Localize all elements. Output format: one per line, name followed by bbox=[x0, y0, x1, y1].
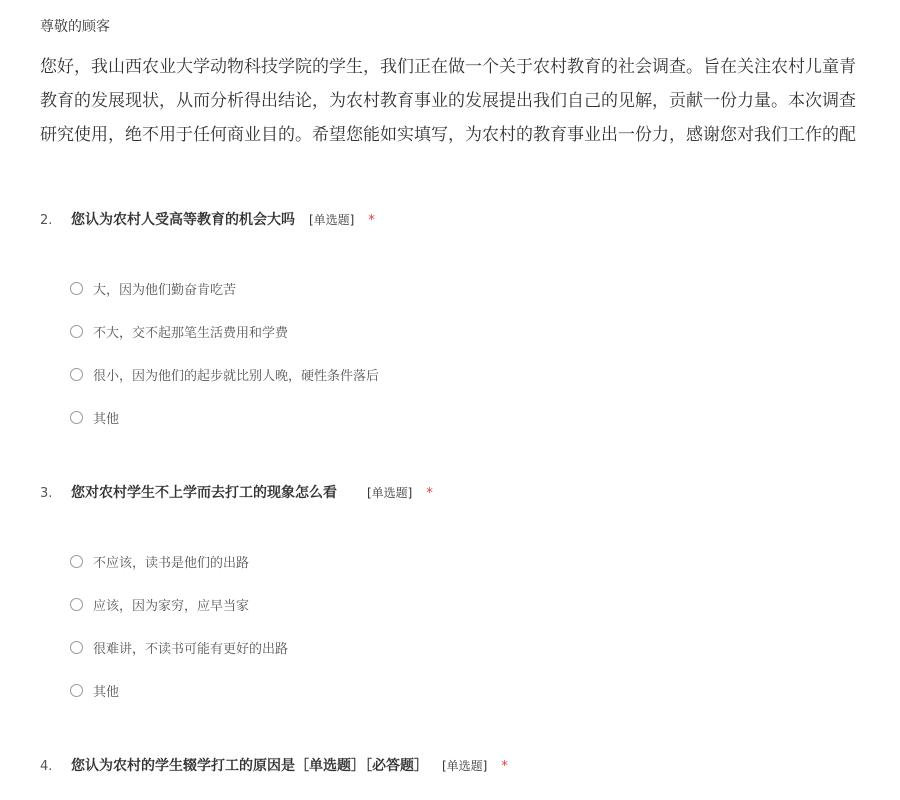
question-title: 您认为农村人受高等教育的机会大吗 bbox=[71, 212, 295, 228]
option-label: 很难讲，不读书可能有更好的出路 bbox=[93, 641, 289, 657]
intro-line: 您好，我山西农业大学动物科技学院的学生，我们正在做一个关于农村教育的社会调查。旨在关注农村儿童青 bbox=[40, 57, 856, 77]
option-label: 不应该，读书是他们的出路 bbox=[93, 555, 250, 571]
required-marker: * bbox=[426, 486, 433, 501]
question-4-header bbox=[40, 755, 508, 775]
survey-intro bbox=[40, 50, 900, 152]
survey-greeting: 尊敬的顾客 bbox=[40, 19, 110, 35]
required-marker: * bbox=[501, 759, 508, 774]
radio-button-icon[interactable] bbox=[70, 684, 83, 697]
radio-button-icon[interactable] bbox=[70, 411, 83, 424]
question-2-option-4[interactable] bbox=[70, 407, 119, 427]
radio-button-icon[interactable] bbox=[70, 325, 83, 338]
option-label: 其他 bbox=[93, 684, 120, 700]
intro-line: 研究使用，绝不用于任何商业目的。希望您能如实填写，为农村的教育事业出一份力，感谢您对我们工作的配 bbox=[40, 125, 856, 145]
question-3-option-2[interactable] bbox=[70, 594, 249, 614]
question-3-option-1[interactable] bbox=[70, 551, 249, 571]
option-label: 其他 bbox=[93, 411, 120, 427]
question-title: 您对农村学生不上学而去打工的现象怎么看 bbox=[71, 485, 337, 501]
option-label: 很小，因为他们的起步就比别人晚，硬性条件落后 bbox=[93, 368, 380, 384]
radio-button-icon[interactable] bbox=[70, 282, 83, 295]
question-3-header bbox=[40, 482, 433, 502]
radio-button-icon[interactable] bbox=[70, 641, 83, 654]
required-marker: * bbox=[368, 213, 375, 228]
question-number: 2. bbox=[40, 213, 53, 228]
radio-button-icon[interactable] bbox=[70, 368, 83, 381]
question-type-label: [单选题] bbox=[442, 759, 488, 773]
question-2-option-1[interactable] bbox=[70, 278, 236, 298]
option-label: 不大，交不起那笔生活费用和学费 bbox=[93, 325, 289, 341]
question-2-option-2[interactable] bbox=[70, 321, 288, 341]
question-type-label: [单选题] bbox=[367, 486, 413, 500]
question-number: 3. bbox=[40, 486, 53, 501]
question-2-option-3[interactable] bbox=[70, 364, 379, 384]
intro-line: 教育的发展现状，从而分析得出结论，为农村教育事业的发展提出我们自己的见解，贡献一份力量。本次调查 bbox=[40, 91, 856, 111]
question-title: 您认为农村的学生辍学打工的原因是［单选题］［必答题］ bbox=[71, 758, 428, 774]
radio-button-icon[interactable] bbox=[70, 555, 83, 568]
question-number: 4. bbox=[40, 759, 53, 774]
option-label: 应该，因为家穷，应早当家 bbox=[93, 598, 250, 614]
question-3-option-4[interactable] bbox=[70, 680, 119, 700]
radio-button-icon[interactable] bbox=[70, 598, 83, 611]
question-2-header bbox=[40, 209, 375, 229]
question-3-option-3[interactable] bbox=[70, 637, 288, 657]
option-label: 大，因为他们勤奋肯吃苦 bbox=[93, 282, 237, 298]
question-type-label: [单选题] bbox=[309, 213, 355, 227]
